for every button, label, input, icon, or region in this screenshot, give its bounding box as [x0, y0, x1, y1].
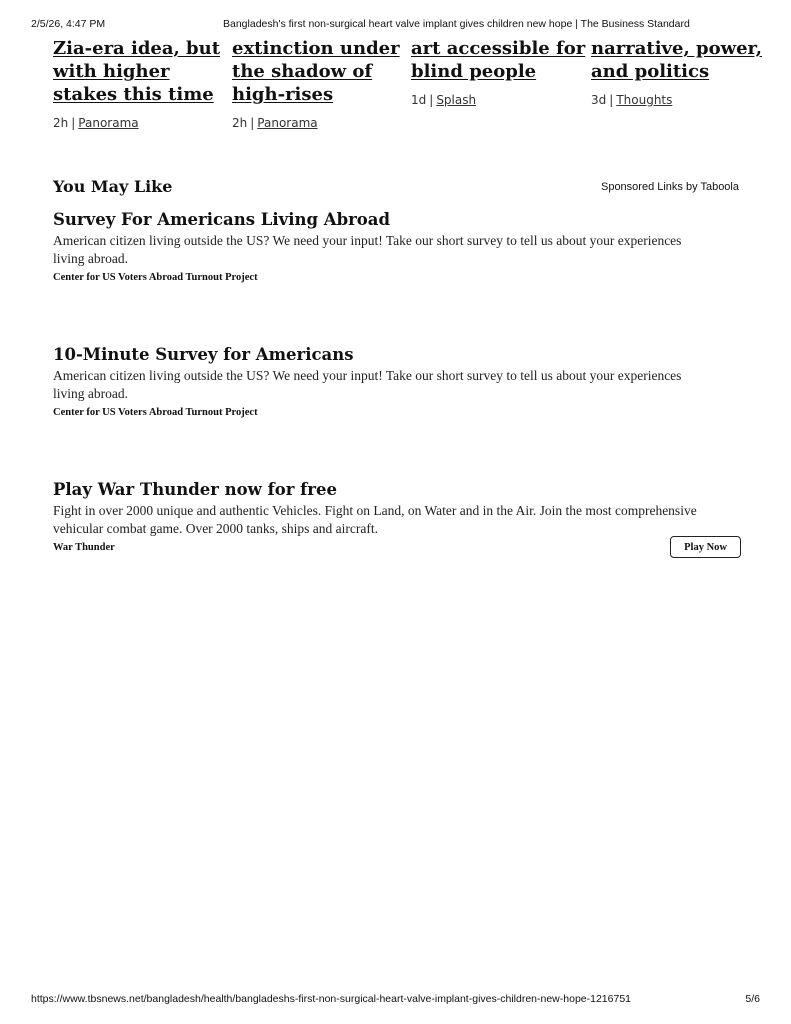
sponsored-ad[interactable]: [53, 480, 741, 553]
related-article: [411, 37, 586, 107]
title-line: Zia-era idea, but: [53, 38, 221, 59]
title-line: narrative, power,: [591, 38, 762, 59]
title-line: and politics: [591, 61, 710, 82]
sponsored-links-label[interactable]: Sponsored Links by Taboola: [600, 181, 739, 193]
article-age: 2h: [53, 116, 69, 130]
article-meta: [411, 93, 581, 107]
article-age: 2h: [232, 116, 248, 130]
print-footer: [31, 993, 760, 1007]
related-articles: [53, 37, 762, 137]
ad-description-line: American citizen living outside the US? We need your input! Take our short survey to tell us about your experiences: [53, 368, 682, 383]
article-meta: [232, 116, 402, 130]
you-may-like-header: [53, 177, 739, 197]
title-line: with higher: [53, 61, 170, 82]
ad-title[interactable]: Play War Thunder now for free: [53, 480, 337, 499]
meta-separator: |: [429, 93, 434, 107]
related-article: [53, 37, 223, 130]
print-date: 2/5/26, 4:47 PM: [31, 18, 106, 30]
category-link[interactable]: Panorama: [78, 116, 139, 130]
play-now-button[interactable]: Play Now: [670, 536, 741, 558]
category-link[interactable]: Thoughts: [616, 93, 673, 107]
title-line: stakes this time: [53, 84, 214, 105]
ad-title[interactable]: Survey For Americans Living Abroad: [53, 210, 391, 229]
sponsored-ad[interactable]: [53, 210, 741, 283]
ad-title[interactable]: 10-Minute Survey for Americans: [53, 345, 354, 364]
ad-source[interactable]: Center for US Voters Abroad Turnout Project: [53, 407, 258, 418]
category-link[interactable]: Panorama: [257, 116, 318, 130]
title-line: blind people: [411, 61, 537, 82]
meta-separator: |: [250, 116, 255, 130]
meta-separator: |: [71, 116, 76, 130]
article-meta: [53, 116, 223, 130]
ad-description-line: living abroad.: [53, 250, 128, 266]
print-page-title: Bangladesh's first non-surgical heart valve implant gives children new hope | The Business Standard: [223, 18, 690, 30]
ad-description: [53, 502, 741, 537]
ad-description: [53, 232, 741, 267]
ad-source[interactable]: War Thunder: [53, 542, 115, 553]
article-age: 3d: [591, 93, 607, 107]
ad-source[interactable]: Center for US Voters Abroad Turnout Project: [53, 272, 258, 283]
sponsored-ad[interactable]: [53, 345, 741, 418]
title-line: high-rises: [232, 84, 334, 105]
meta-separator: |: [609, 93, 614, 107]
title-line: extinction under: [232, 38, 400, 59]
title-line: the shadow of: [232, 61, 373, 82]
related-article-title[interactable]: [232, 37, 402, 106]
related-article: [232, 37, 402, 130]
print-header: [31, 18, 760, 32]
article-meta: [591, 93, 761, 107]
ad-description-line: vehicular combat game. Over 2000 tanks, ships and aircraft.: [53, 520, 379, 536]
ad-description-line: American citizen living outside the US? We need your input! Take our short survey to tell us about your experiences: [53, 233, 682, 248]
page-url: https://www.tbsnews.net/bangladesh/health/bangladeshs-first-non-surgical-heart-valve-implant-gives-children-new-hope-1216751: [31, 993, 631, 1005]
related-article-title[interactable]: [591, 37, 761, 83]
ad-description-line: Fight in over 2000 unique and authentic Vehicles. Fight on Land, on Water and in the Air. Join the most comprehensive: [53, 503, 697, 518]
page-number: 5/6: [745, 993, 760, 1005]
category-link[interactable]: Splash: [436, 93, 477, 107]
related-article-title[interactable]: [53, 37, 223, 106]
related-article: [591, 37, 761, 107]
ad-description: [53, 367, 741, 402]
ad-description-line: living abroad.: [53, 385, 128, 401]
related-article-title[interactable]: [411, 37, 586, 83]
you-may-like-heading: You May Like: [53, 177, 173, 196]
title-line: art accessible for: [411, 38, 586, 59]
article-age: 1d: [411, 93, 427, 107]
